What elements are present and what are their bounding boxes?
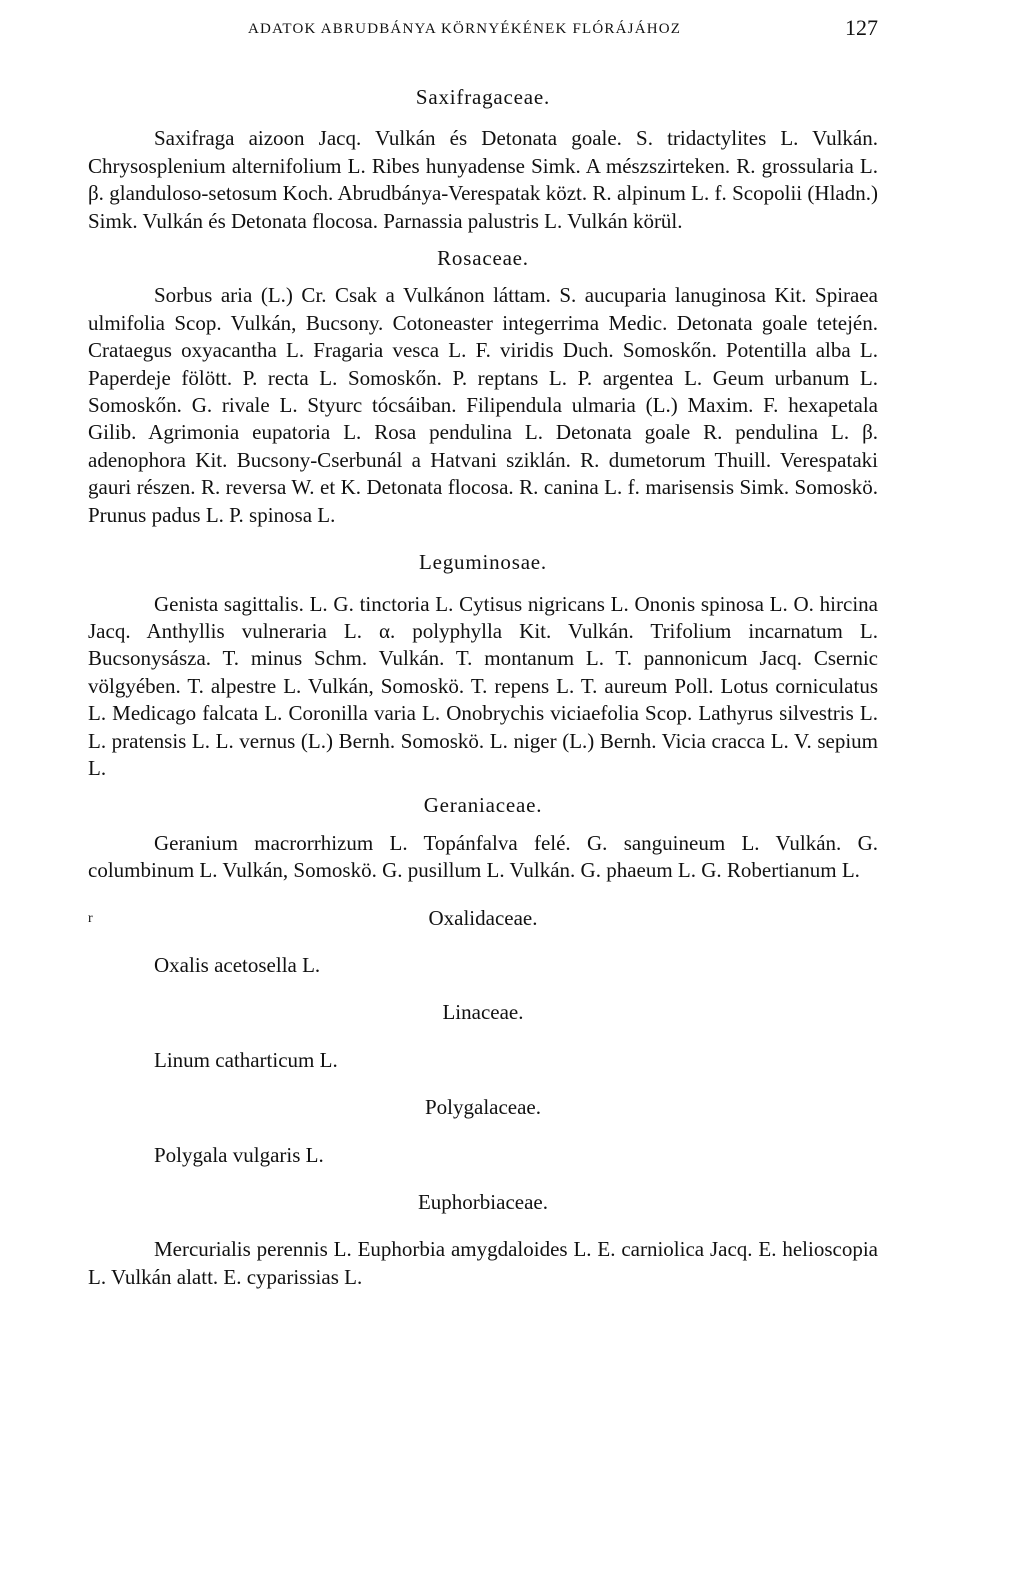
paragraph-linaceae: Linum catharticum L.: [154, 1047, 338, 1072]
paragraph-polygalaceae: Polygala vulgaris L.: [154, 1142, 324, 1167]
family-heading-linaceae: Linaceae.: [442, 1000, 524, 1025]
family-heading-oxalidaceae: Oxalidaceae.: [428, 905, 538, 930]
paragraph-rosaceae: Sorbus aria (L.) Cr. Csak a Vulkánon láttam. S. aucuparia lanuginosa Kit. Spiraea ulmifolia Scop. Vulkán, Bucsony. Cotoneaster integerrima Medic. Detonata goale tetején. Crataegus oxyacantha L. Fragaria vesca L. F. viridis Duch. Somoskőn. Potentilla alba L. Paperdeje fölött. P. recta L. Somoskőn. P. reptans L. P. argentea L. Geum urbanum L. Somoskőn. G. rivale L. Styurc tócsáiban. Filipendula ulmaria (L.) Maxim. F. hexapetala Gilib. Agrimonia eupatoria L. Rosa pendulina L. Detonata goale R. pendulina L. β. adenophora Kit. Bucsony-Cserbunál a Hatvani sziklán. R. dumetorum Thuill. Verespataki gauri részen. R. reversa W. et K. Detonata flocosa. R. canina L. f. marisensis Simk. Somoskö. Prunus padus L. P. spinosa L.: [88, 283, 878, 527]
page-number: 127: [845, 15, 878, 40]
page-body: [88, 84, 878, 1291]
oxalidaceae-heading-row: [88, 905, 878, 932]
family-heading-euphorbiaceae: Euphorbiaceae.: [417, 1190, 548, 1214]
paragraph-leguminosae: Genista sagittalis. L. G. tinctoria L. Cytisus nigricans L. Ononis spinosa L. O. hircina Jacq. Anthyllis vulneraria L. α. polyphylla Kit. Vulkán. Trifolium incarnatum L. Bucsonysásza. T. minus Schm. Vulkán. T. montanum L. T. pannonicum Jacq. Csernic völgyében. T. alpestre L. Vulkán, Somoskö. T. repens L. T. aureum Poll. Lotus corniculatus L. Medicago falcata L. Coronilla varia L. Onobrychis viciaefolia Scop. Lathyrus silvestris L. L. pratensis L. L. vernus (L.) Bernh. Somoskö. L. niger (L.) Bernh. Vicia cracca L. V. sepium L.: [88, 591, 878, 780]
paragraph-oxalidaceae: Oxalis acetosella L.: [154, 952, 321, 977]
paragraph-geraniaceae: Geranium macrorrhizum L. Topánfalva felé. G. sanguineum L. Vulkán. G. columbinum L. Vulkán, Somoskö. G. pusillum L. Vulkán. G. phaeum L. G. Robertianum L.: [88, 830, 878, 883]
running-header: [88, 14, 878, 44]
family-heading-leguminosae: Leguminosae.: [419, 550, 547, 575]
paragraph-saxifragaceae: Saxifraga aizoon Jacq. Vulkán és Detonata goale. S. tridactylites L. Vulkán. Chrysosplenium alternifolium L. Ribes hunyadense Simk. A mészszirteken. R. grossularia L. β. glanduloso-setosum Koch. Abrudbánya-Verespatak közt. R. alpinum L. f. Scopolii (Hladn.) Simk. Vulkán és Detonata flocosa. Parnassia palustris L. Vulkán körül.: [88, 126, 878, 233]
family-heading-saxifragaceae: Saxifragaceae.: [415, 85, 551, 109]
family-heading-polygalaceae: Polygalaceae.: [424, 1095, 542, 1120]
running-title: ADATOK ABRUDBÁNYA KÖRNYÉKÉNEK FLÓRÁJÁHOZ: [248, 21, 682, 37]
family-heading-geraniaceae: Geraniaceae.: [423, 793, 543, 818]
stray-mark: r: [88, 910, 93, 926]
paragraph-euphorbiaceae: Mercurialis perennis L. Euphorbia amygdaloides L. E. carniolica Jacq. E. helioscopia L. Vulkán alatt. E. cyparissias L.: [88, 1237, 878, 1289]
family-heading-rosaceae: Rosaceae.: [437, 246, 529, 271]
